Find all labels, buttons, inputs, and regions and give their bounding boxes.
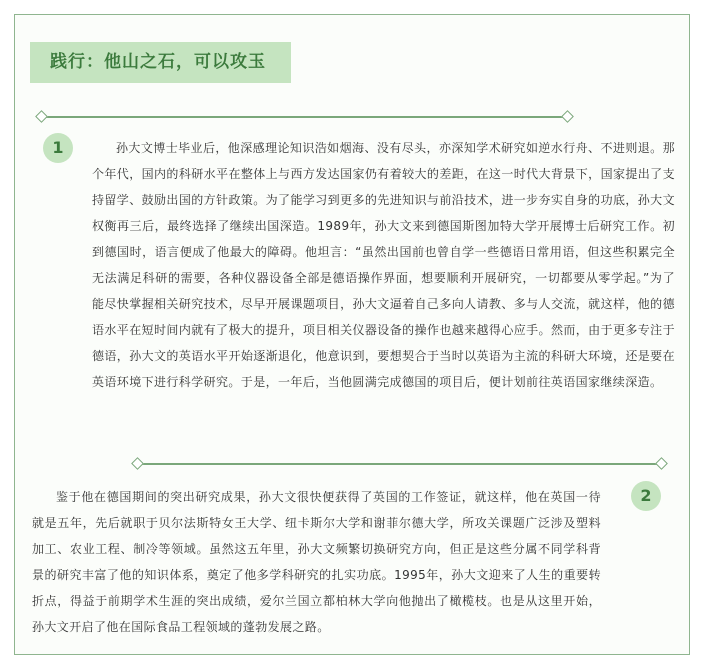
section-paragraph-2: 鉴于他在德国期间的突出研究成果，孙大文很快便获得了英国的工作签证，就这样，他在英国一待就是五年，先后就职于贝尔法斯特女王大学、纽卡斯尔大学和谢菲尔德大学，所攻关课题广泛涉及塑料加工、农业工程、制冷等领域。虽然这五年里，孙大文频繁切换研究方向，但正是这些分属不同学科背景的研究丰富了他的知识体系，奠定了他多学科研究的扎实功底。1995年，孙大文迎来了人生的重要转折点，得益于前期学术生涯的突出成绩，爱尔兰国立都柏林大学向他抛出了橄榄枝。也是从这里开始，孙大文开启了他在国际食品工程领域的蓬勃发展之路。: [32, 490, 601, 634]
section-number-badge-1: 1: [43, 133, 73, 163]
section-paragraph-1: 孙大文博士毕业后，他深感理论知识浩如烟海、没有尽头，亦深知学术研究如逆水行舟、不进则退。那个年代，国内的科研水平在整体上与西方发达国家仍有着较大的差距，在这一时代大背景下，国家提出了支持留学、鼓励出国的方针政策。为了能学习到更多的先进知识与前沿技术，进一步夯实自身的功底，孙大文权衡再三后，最终选择了继续出国深造。1989年，孙大文来到德国斯图加特大学开展博士后研究工作。初到德国时，语言便成了他最大的障碍。他坦言：“虽然出国前也曾自学一些德语日常用语，但这些积累完全无法满足科研的需要，各种仪器设备全部是德语操作界面，想要顺利开展研究，一切都要从零学起。”为了能尽快掌握相关研究技术，尽早开展课题项目，孙大文逼着自己多向人请教、多与人交流，就这样，他的德语水平在短时间内就有了极大的提升，项目相关仪器设备的操作也越来越得心应手。然而，由于更多专注于德语，孙大文的英语水平开始逐渐退化，他意识到，要想契合于当时以英语为主流的科研大环境，还是要在英语环境下进行科学研究。于是，一年后，当他圆满完成德国的项目后，便计划前往英语国家继续深造。: [92, 141, 675, 389]
section-title: 践行：他山之石，可以攻玉: [30, 42, 291, 83]
divider-line-2: [137, 463, 662, 465]
divider-line-1: [42, 116, 568, 118]
section-number-badge-2: 2: [631, 481, 661, 511]
